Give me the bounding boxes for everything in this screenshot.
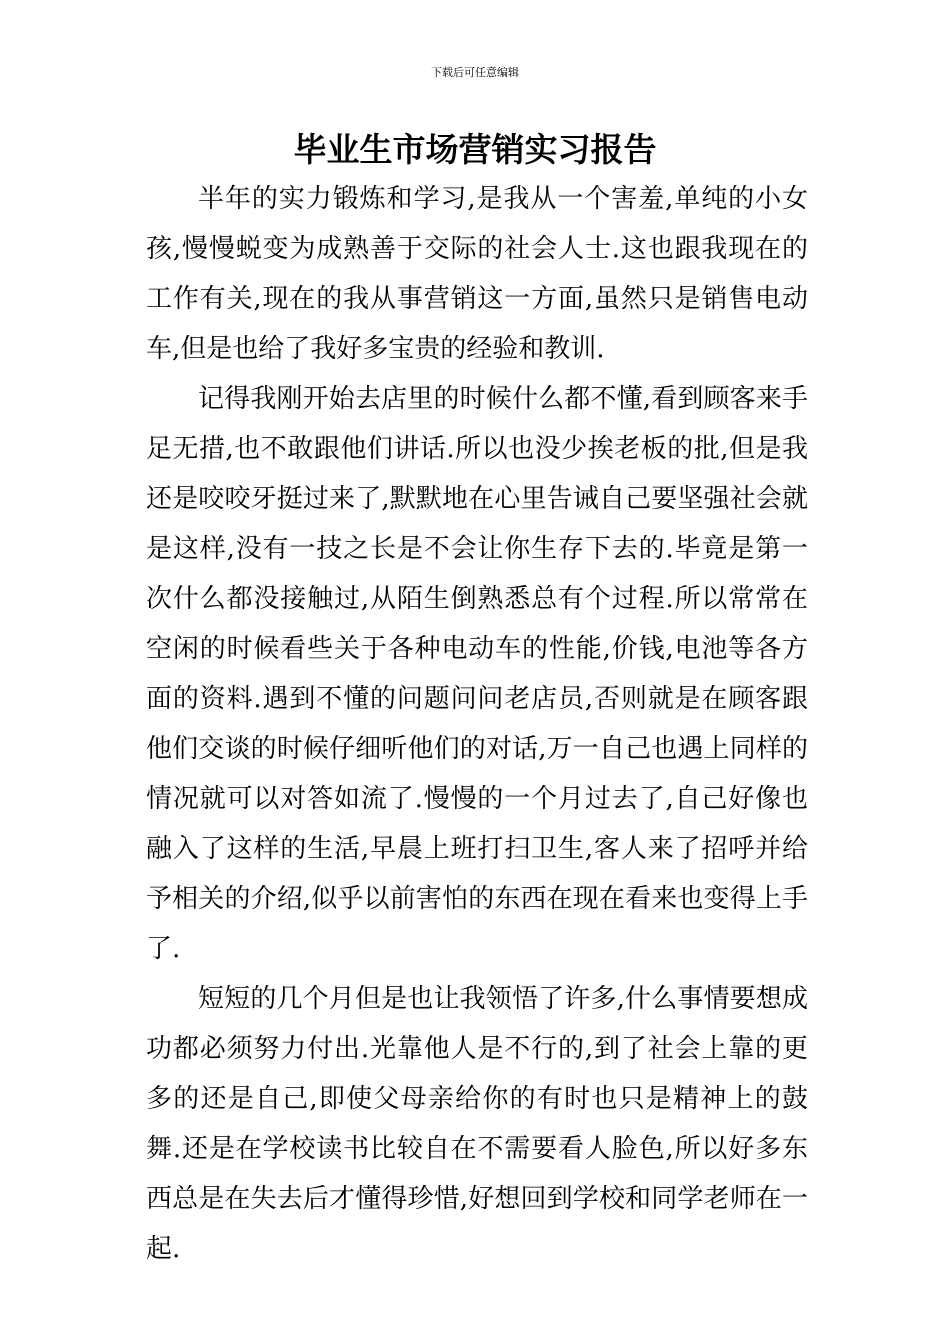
document-body <box>146 174 808 1274</box>
header-note: 下载后可任意编辑 <box>431 66 519 79</box>
paragraph: 半年的实力锻炼和学习,是我从一个害羞,单纯的小女孩,慢慢蜕变为成熟善于交际的社会人士.这也跟我现在的工作有关,现在的我从事营销这一方面,虽然只是销售电动车,但是也给了我好多宝贵的经验和教训. <box>146 184 808 364</box>
page-title: 毕业生市场营销实习报告 <box>293 130 657 169</box>
paragraph: 记得我刚开始去店里的时候什么都不懂,看到顾客来手足无措,也不敢跟他们讲话.所以也没少挨老板的批,但是我还是咬咬牙挺过来了,默默地在心里告诫自己要坚强社会就是这样,没有一技之长是不会让你生存下去的.毕竟是第一次什么都没接触过,从陌生倒熟悉总有个过程.所以常常在空闲的时候看些关于各种电动车的性能,价钱,电池等各方面的资料.遇到不懂的问题问问老店员,否则就是在顾客跟他们交谈的时候仔细听他们的对话,万一自己也遇上同样的情况就可以对答如流了.慢慢的一个月过去了,自己好像也融入了这样的生活,早晨上班打扫卫生,客人来了招呼并给予相关的介绍,似乎以前害怕的东西在现在看来也变得上手了. <box>146 384 808 964</box>
paragraph: 短短的几个月但是也让我领悟了许多,什么事情要想成功都必须努力付出.光靠他人是不行的,到了社会上靠的更多的还是自己,即使父母亲给你的有时也只是精神上的鼓舞.还是在学校读书比较自在不需要看人脸色,所以好多东西总是在失去后才懂得珍惜,好想回到学校和同学老师在一起. <box>146 984 808 1264</box>
